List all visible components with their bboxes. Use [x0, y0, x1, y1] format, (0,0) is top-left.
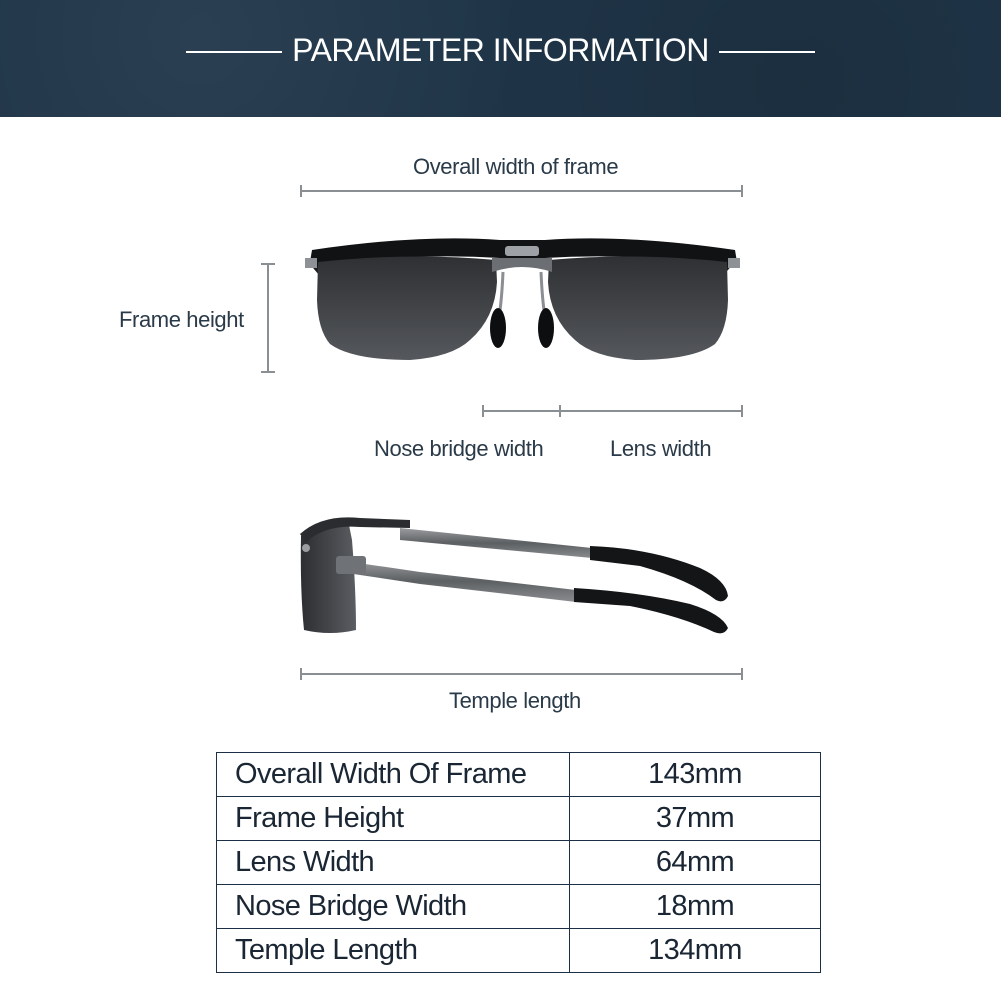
spec-value: 64mm	[570, 841, 821, 885]
banner-title: PARAMETER INFORMATION	[292, 32, 709, 68]
spec-name: Frame Height	[217, 797, 570, 841]
temple-length-label: Temple length	[449, 688, 581, 713]
overall-width-label: Overall width of frame	[413, 154, 619, 179]
spec-name: Overall Width Of Frame	[217, 753, 570, 797]
table-row	[217, 929, 821, 973]
spec-value: 18mm	[570, 885, 821, 929]
spec-value: 143mm	[570, 753, 821, 797]
lens-width-label: Lens width	[610, 436, 712, 461]
spec-name: Temple Length	[217, 929, 570, 973]
spec-value: 37mm	[570, 797, 821, 841]
table-row	[217, 753, 821, 797]
table-row	[217, 885, 821, 929]
table-row	[217, 797, 821, 841]
spec-value: 134mm	[570, 929, 821, 973]
frame-height-label: Frame height	[119, 307, 244, 332]
glasses-side-view	[300, 517, 728, 633]
spec-name: Lens Width	[217, 841, 570, 885]
glasses-front-view	[305, 238, 740, 360]
nose-bridge-label: Nose bridge width	[374, 436, 544, 461]
table-row	[217, 841, 821, 885]
spec-table	[216, 752, 821, 973]
spec-name: Nose Bridge Width	[217, 885, 570, 929]
